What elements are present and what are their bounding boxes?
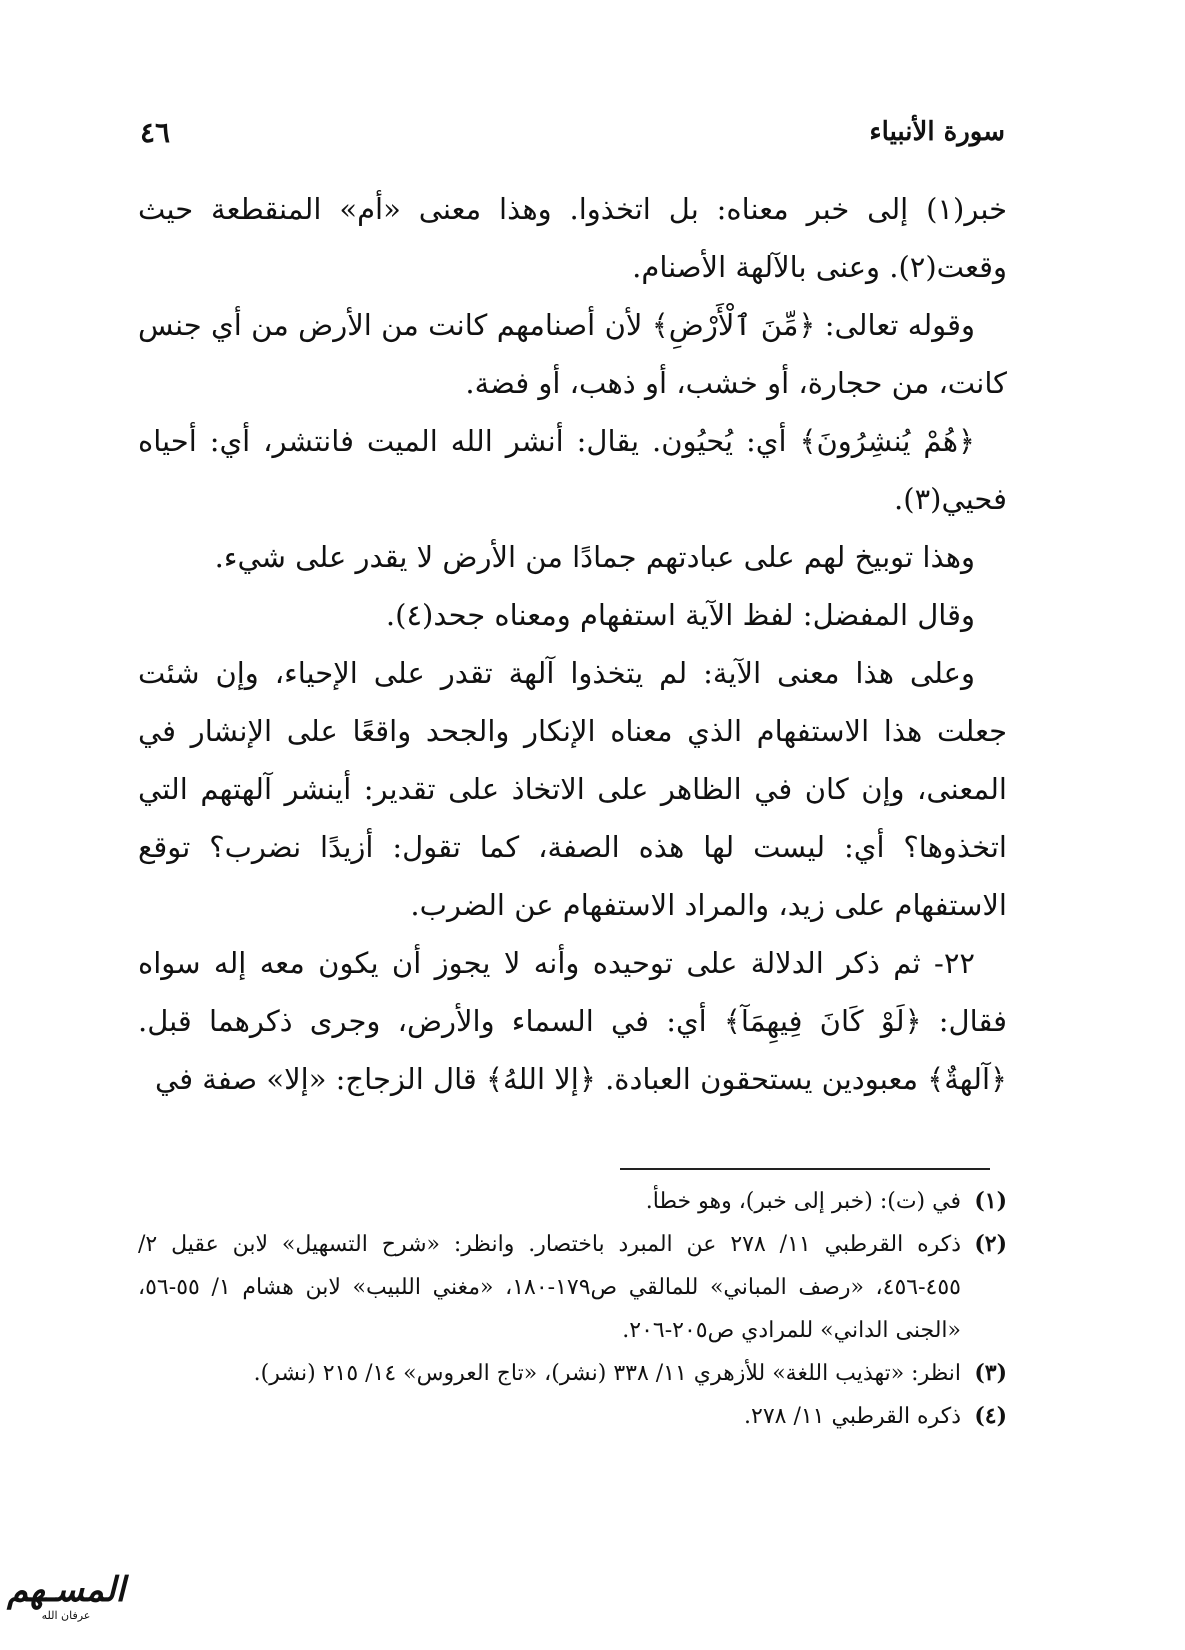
- footnote-3: [138, 1352, 1007, 1395]
- logo-main-text: المسـهم: [6, 1570, 126, 1610]
- paragraph-6: وعلى هذا معنى الآية: لم يتخذوا آلهة تقدر على الإحياء، وإن شئت جعلت هذا الاستفهام الذي معناه الإنكار والجحد واقعًا على الإنشار في المعنى، وإن كان في الظاهر على الاتخاذ على تقدير: أينشر آلهتهم التي اتخذوها؟ أي: ليست لها هذه الصفة، كما تقول: أزيدًا نضرب؟ توقع الاستفهام على زيد، والمراد الاستفهام عن الضرب.: [138, 656, 1007, 922]
- page-header: [140, 112, 1005, 152]
- publisher-logo: [6, 1570, 126, 1642]
- footnote-number: (٣): [974, 1360, 1007, 1386]
- paragraph-5: وقال المفضل: لفظ الآية استفهام ومعناه جحد(٤).: [385, 598, 975, 632]
- footnote-text: في (ت): (خبر إلى خبر)، وهو خطأ.: [645, 1189, 961, 1214]
- footnote-4: [138, 1395, 1007, 1438]
- footnote-2: [138, 1223, 1007, 1352]
- footnote-number: (١): [974, 1188, 1007, 1214]
- footnote-text: ذكره القرطبي ١١/ ٢٧٨ عن المبرد باختصار. وانظر: «شرح التسهيل» لابن عقيل ٢/ ٤٥٥-٤٥٦، «رصف المباني» للمالقي ص١٧٩-١٨٠، «مغني اللبيب» لابن هشام ١/ ٥٥-٥٦، «الجنى الداني» للمرادي ص٢٠٥-٢٠٦.: [138, 1232, 962, 1343]
- footnote-text: ذكره القرطبي ١١/ ٢٧٨.: [744, 1404, 961, 1429]
- page-number: ٤٦: [140, 115, 171, 149]
- paragraph-3: ﴿هُمْ يُنشِرُونَ﴾ أي: يُحيُون. يقال: أنشر الله الميت فانتشر، أي: أحياه فحيي(٣).: [138, 424, 1007, 516]
- footnotes: [138, 1180, 1007, 1438]
- logo-sub-text: عرفان الله: [41, 1609, 91, 1622]
- footnote-text: انظر: «تهذيب اللغة» للأزهري ١١/ ٣٣٨ (نشر)، «تاج العروس» ١٤/ ٢١٥ (نشر).: [253, 1361, 961, 1386]
- footnote-divider: [620, 1168, 990, 1170]
- paragraph-4: وهذا توبيخ لهم على عبادتهم جمادًا من الأرض لا يقدر على شيء.: [214, 540, 975, 574]
- paragraph-2: وقوله تعالى: ﴿مِّنَ ٱلْأَرْضِ﴾ لأن أصنامهم كانت من الأرض من أي جنس كانت، من حجارة، أو خشب، أو ذهب، أو فضة.: [138, 308, 1007, 400]
- footnote-1: [138, 1180, 1007, 1223]
- main-text: [138, 180, 1007, 1108]
- footnote-number: (٢): [974, 1231, 1007, 1257]
- footnote-number: (٤): [974, 1403, 1007, 1429]
- surah-title: سورة الأنبياء: [869, 117, 1005, 147]
- paragraph-1: خبر(١) إلى خبر معناه: بل اتخذوا. وهذا معنى «أم» المنقطعة حيث وقعت(٢). وعنى بالآلهة الأصنام.: [138, 192, 1007, 284]
- paragraph-7: ٢٢- ثم ذكر الدلالة على توحيده وأنه لا يجوز أن يكون معه إله سواه فقال: ﴿لَوْ كَانَ فِيهِمَآ﴾ أي: في السماء والأرض، وجرى ذكرهما قبل. ﴿آلهةٌ﴾ معبودين يستحقون العبادة. ﴿إلا اللهُ﴾ قال الزجاج: «إلا» صفة في: [138, 946, 1008, 1096]
